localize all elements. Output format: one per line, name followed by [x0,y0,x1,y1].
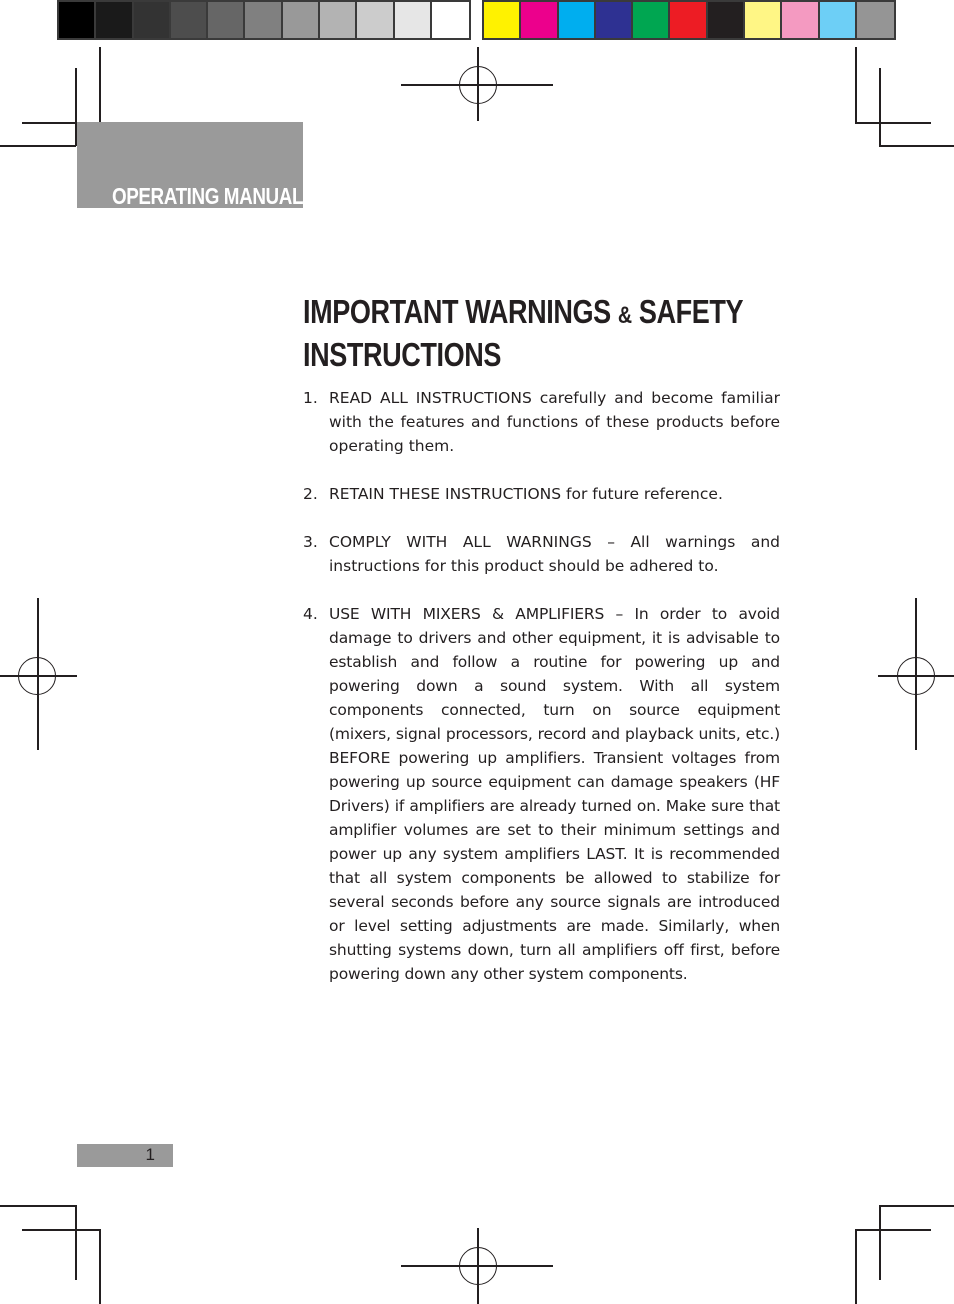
page-number: 1 [145,1145,155,1164]
instruction-text: RETAIN THESE INSTRUCTIONS for future reference. [329,485,723,503]
grayscale-swatch-8 [320,2,357,38]
instruction-number: 2. [303,485,318,503]
grayscale-swatch-6 [245,2,282,38]
grayscale-color-bar [57,0,471,40]
instruction-text: USE WITH MIXERS & AMPLIFIERS – In order to avoid damage to drivers and other equipment, it is advisable to establish and follow a routine for powering up and powering down a sound system. With all system components connected, turn on source equipment (mixers, signal processors, record and playback units, etc.) BEFORE powering up amplifiers. Transient voltages from powering up source equipment can damage speakers (HF Drivers) if amplifiers are already turned on. Make sure that amplifier volumes are set to their minimum settings and power up any system amplifiers LAST. It is recommended that all system components be allowed to stabilize for several seconds before any source signals are introduced or level setting adjustments are made. Similarly, when shutting systems down, turn all amplifiers off first, before powering down any other system components. [329,605,780,983]
grayscale-swatch-5 [208,2,245,38]
process-color-swatch-3 [559,2,596,38]
instruction-item-1 [303,386,780,458]
process-color-swatch-7 [708,2,745,38]
page-title-line-1: IMPORTANT WARNINGS & SAFETY [303,293,744,330]
manual-header-box [77,122,303,208]
page-title [303,292,795,374]
process-color-swatch-6 [670,2,707,38]
grayscale-swatch-3 [134,2,171,38]
process-color-swatch-5 [633,2,670,38]
process-color-swatch-11 [857,2,894,38]
grayscale-swatch-11 [432,2,469,38]
instruction-item-3 [303,530,780,578]
grayscale-swatch-10 [395,2,432,38]
process-color-swatch-10 [820,2,857,38]
grayscale-swatch-9 [357,2,394,38]
instruction-number: 3. [303,533,318,551]
grayscale-swatch-2 [96,2,133,38]
process-color-swatch-9 [782,2,819,38]
page-title-line-2: INSTRUCTIONS [303,336,502,373]
process-color-swatch-1 [484,2,521,38]
instruction-text: READ ALL INSTRUCTIONS carefully and become familiar with the features and functions of these products before operating them. [329,389,780,455]
instruction-text: COMPLY WITH ALL WARNINGS – All warnings and instructions for this product should be adhered to. [329,533,780,575]
instruction-number: 4. [303,605,318,623]
instruction-item-4 [303,602,780,986]
instruction-item-2 [303,482,780,506]
grayscale-swatch-4 [171,2,208,38]
process-color-swatch-2 [521,2,558,38]
manual-header-label: OPERATING MANUAL [111,183,303,209]
process-color-swatch-8 [745,2,782,38]
instructions-list [303,386,780,1010]
grayscale-swatch-1 [59,2,96,38]
process-color-bar [482,0,896,40]
process-color-swatch-4 [596,2,633,38]
instruction-number: 1. [303,389,318,407]
grayscale-swatch-7 [283,2,320,38]
page-number-box [77,1144,173,1167]
